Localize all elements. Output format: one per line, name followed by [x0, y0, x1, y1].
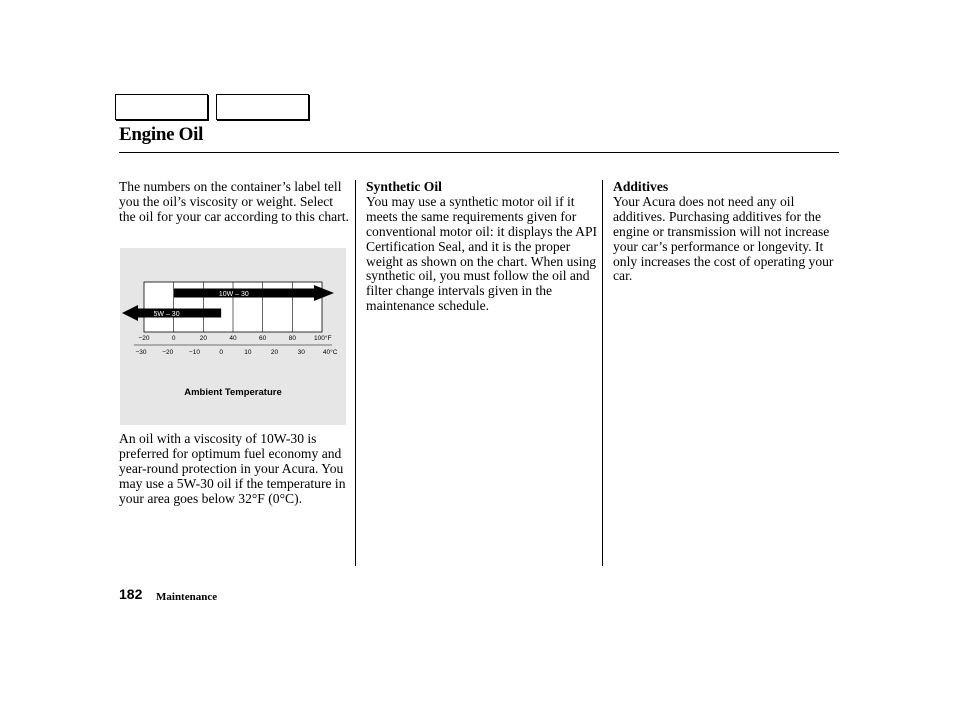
viscosity-chart [120, 248, 346, 425]
column-2 [366, 180, 598, 314]
viscosity-bar-label: 5W – 30 [153, 311, 180, 318]
column-divider-2 [602, 180, 603, 566]
column-3 [613, 180, 839, 284]
chart-tick-label-c: −30 [135, 349, 147, 356]
page-title: Engine Oil [119, 124, 204, 145]
column-divider-1 [355, 180, 356, 566]
column-1-viscosity-paragraph: An oil with a viscosity of 10W-30 is preferred for optimum fuel economy and year-round protection in your Acura. You may use a 5W-30 oil if the temperature in your area goes below 32°F (0°C). [119, 431, 346, 506]
chart-tick-label-f: 60 [259, 335, 267, 342]
title-divider [119, 152, 839, 153]
header-tab-right [216, 94, 309, 120]
chart-tick-label-f: 80 [288, 335, 296, 342]
viscosity-bar-label: 10W – 30 [218, 291, 249, 298]
chart-tick-label-f: 20 [199, 335, 207, 342]
chart-tick-label-c: −10 [188, 349, 200, 356]
header-tab-left [115, 94, 208, 120]
chart-tick-label-f: 100°F [314, 335, 332, 342]
synthetic-oil-body: You may use a synthetic motor oil if it meets the same requirements given for conventional motor oil: it displays the API Certification Seal, and it is the proper weight as shown on the chart. When using synthetic oil, you must follow the oil and filter change intervals given in the maintenance schedule. [366, 193, 598, 314]
chart-x-axis-label: Ambient Temperature [184, 387, 282, 398]
chart-tick-label-f: −20 [138, 335, 150, 342]
chart-tick-label-c: 40°C [322, 349, 338, 356]
footer-section-name: Maintenance [156, 591, 218, 603]
chart-tick-label-f: 0 [171, 335, 176, 342]
chart-tick-label-c: 30 [297, 349, 305, 356]
page-number: 182 [119, 586, 143, 602]
chart-tick-label-c: 20 [270, 349, 279, 356]
column-1-intro: The numbers on the container’s label tell you the oil’s viscosity or weight. Select the oil for your car according to this chart. [119, 179, 349, 224]
synthetic-oil-heading: Synthetic Oil [366, 179, 442, 194]
chart-tick-label-c: 0 [219, 349, 223, 356]
additives-body: Your Acura does not need any oil additives. Purchasing additives for the engine or transmission will not increase your car’s performance or longevity. It only increases the cost of operating your car. [613, 193, 834, 284]
chart-tick-label-c: 10 [244, 349, 252, 356]
additives-heading: Additives [613, 179, 669, 194]
chart-tick-label-f: 40 [229, 335, 237, 342]
viscosity-chart-svg [120, 248, 346, 425]
chart-tick-label-c: −20 [162, 349, 174, 356]
